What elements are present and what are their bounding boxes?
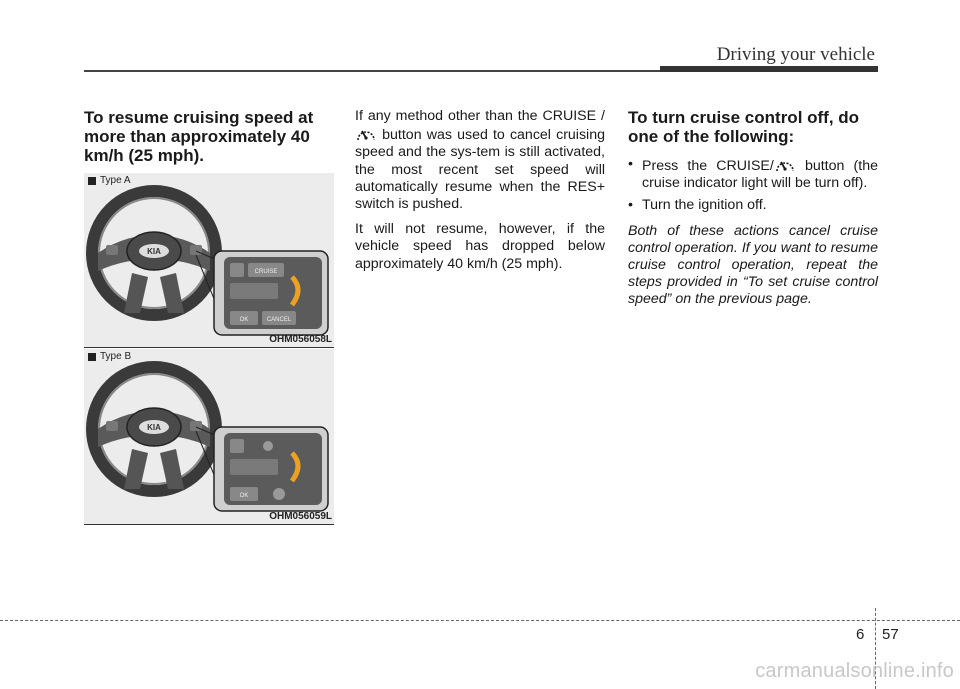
svg-text:KIA: KIA <box>147 423 161 432</box>
steering-wheel-illustration <box>84 349 334 524</box>
switch-label: OK <box>239 317 249 323</box>
off-methods-list <box>628 156 878 215</box>
column-3 <box>628 108 878 309</box>
footer-rule <box>0 620 960 621</box>
switch-label: OK <box>239 493 249 499</box>
section-number: 6 <box>856 626 865 643</box>
switch-label: CANCEL <box>266 317 292 323</box>
header-rule-accent <box>660 66 878 72</box>
cruise-speedometer-icon <box>355 125 377 143</box>
section-heading-resume: To resume cruising speed at more than approximately 40 km/h (25 mph). <box>84 108 314 165</box>
list-item: • Press the CRUISE/ button (the cruise indicator light will be turn off). <box>628 156 878 192</box>
bullet-icon: • <box>628 156 633 172</box>
page-number: 57 <box>882 626 899 643</box>
no-resume-paragraph: It will not resume, however, if the vehicle speed has dropped below approximately 40 km/h (25 mph). <box>355 221 605 272</box>
bullet-icon: • <box>628 197 633 214</box>
figure-code: OHM056058L <box>269 334 332 345</box>
figure-code: OHM056059L <box>269 511 332 522</box>
svg-text:KIA: KIA <box>147 247 161 256</box>
figure-divider <box>84 524 334 525</box>
figure-divider <box>84 347 334 348</box>
figure-label: Type B <box>88 351 131 362</box>
list-item: • Turn the ignition off. <box>628 197 767 214</box>
figure-label: Type A <box>88 175 131 186</box>
header-rule <box>84 70 660 72</box>
cruise-speedometer-icon <box>774 156 796 174</box>
watermark: carmanualsonline.info <box>755 660 954 682</box>
section-heading-off: To turn cruise control off, do one of the following: <box>628 108 860 146</box>
switch-label: CRUISE <box>254 269 278 275</box>
header-title: Driving your vehicle <box>716 44 875 65</box>
resume-paragraph: If any method other than the CRUISE / button was used to cancel cruising speed and the sys-tem is still activated, the most recent set speed will automatically resume when the RES+ switch is pushed. <box>355 108 605 213</box>
column-2 <box>355 108 605 281</box>
steering-wheel-illustration <box>84 173 334 347</box>
note-paragraph: Both of these actions cancel cruise control operation. If you want to resume cruise control operation, repeat the steps provided in “To set cruise control speed” on the previous page. <box>628 222 878 308</box>
column-1 <box>84 108 334 165</box>
figure-type-b <box>84 349 334 524</box>
figure-type-a <box>84 173 334 347</box>
